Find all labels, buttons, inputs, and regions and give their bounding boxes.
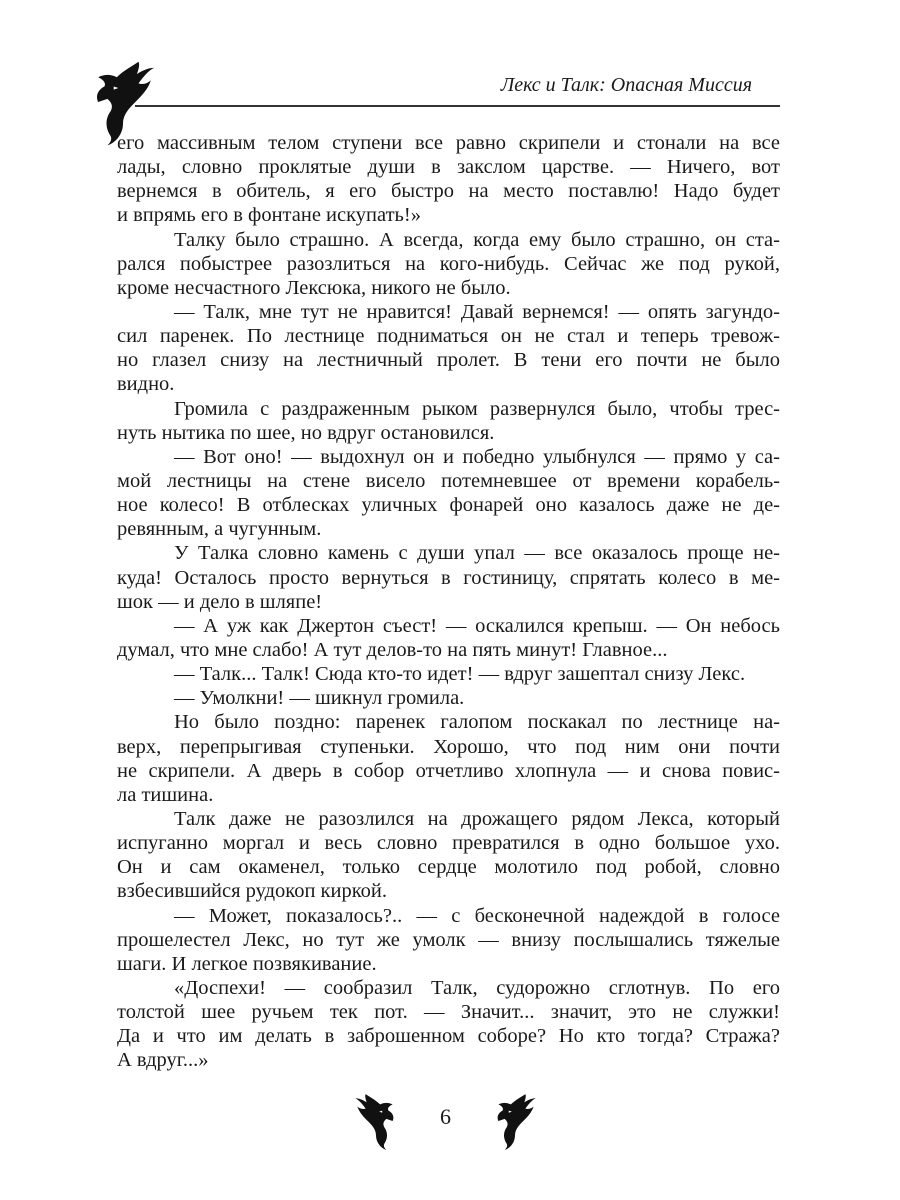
text-line: кроме несчастного Лексюка, никого не было. — [117, 276, 511, 299]
text-line: Громила с раздраженным рыком развернулся было, чтобы трес- — [174, 397, 780, 420]
body-text — [117, 131, 780, 1072]
text-line: ное колесо! В отблесках уличных фонарей оно казалось даже не де- — [117, 494, 780, 517]
text-line: — Вот оно! — выдохнул он и победно улыбнулся — прямо у са- — [174, 445, 780, 468]
text-line: испуганно моргал и весь словно превратился в одно большое ухо. — [117, 832, 780, 855]
text-line: вернемся в обитель, я его быстро на место поставлю! Надо будет — [117, 180, 780, 203]
text-line: — А уж как Джертон съест! — оскалился крепыш. — Он небось — [174, 614, 780, 637]
text-line: рался побыстрее разозлиться на кого-нибудь. Сейчас же под рукой, — [117, 252, 780, 275]
running-title: Лекс и Талк: Опасная Миссия — [500, 74, 752, 96]
paragraph — [117, 710, 780, 807]
header-rule — [135, 105, 780, 107]
paragraph — [117, 300, 780, 397]
paragraph — [117, 662, 780, 686]
paragraph — [117, 445, 780, 542]
paragraph — [117, 807, 780, 904]
text-line: «Доспехи! — сообразил Талк, судорожно сглотнув. По его — [174, 976, 780, 999]
text-line: думал, что мне слабо! А тут делов-то на пять минут! Главное... — [117, 638, 668, 661]
text-line: — Умолкни! — шикнул громила. — [174, 687, 465, 710]
text-line: лады, словно проклятые души в закслом царстве. — Ничего, вот — [117, 156, 780, 179]
text-line: куда! Осталось просто вернуться в гостиницу, спрятать колесо в ме- — [117, 566, 780, 589]
text-line: не скрипели. А дверь в собор отчетливо хлопнула — и снова повис- — [117, 759, 780, 782]
text-line: и впрямь его в фонтане искупать!» — [117, 204, 421, 227]
text-line: шаги. И легкое позвякивание. — [117, 952, 377, 975]
paragraph — [117, 131, 780, 228]
text-line: видно. — [117, 373, 175, 396]
text-line: ла тишина. — [117, 783, 214, 806]
text-line: У Талка словно камень с души упал — все оказалось проще не- — [174, 542, 780, 565]
paragraph — [117, 614, 780, 662]
paragraph — [117, 686, 780, 710]
text-line: шок — и дело в шляпе! — [117, 590, 323, 613]
text-line: мой лестницы на стене висело потемневшее от времени корабель- — [117, 469, 780, 492]
text-line: Талк даже не разозлился на дрожащего рядом Лекса, который — [174, 807, 780, 830]
text-line: — Талк, мне тут не нравится! Давай вернемся! — опять загундо- — [174, 300, 780, 323]
text-line: Талку было страшно. А всегда, когда ему было страшно, он ста- — [174, 228, 780, 251]
paragraph — [117, 976, 780, 1073]
text-line: А вдруг...» — [117, 1049, 209, 1072]
text-line: взбесившийся рудокоп киркой. — [117, 880, 388, 903]
text-line: ревянным, а чугунным. — [117, 518, 322, 541]
text-line: Он и сам окаменел, только сердце молотило под робой, словно — [117, 856, 780, 879]
text-line: прошелестел Лекс, но тут же умолк — внизу послышались тяжелые — [117, 928, 780, 951]
text-line: нуть нытика по шее, но вдруг остановился. — [117, 421, 495, 444]
text-line: Да и что им делать в заброшенном соборе? Но кто тогда? Стража? — [117, 1025, 780, 1048]
paragraph — [117, 904, 780, 976]
text-line: верх, перепрыгивая ступеньки. Хорошо, что под ним они почти — [117, 735, 780, 758]
dragon-icon — [494, 1092, 536, 1150]
text-line: — Талк... Талк! Сюда кто-то идет! — вдруг зашептал снизу Лекс. — [174, 663, 746, 686]
dragon-icon — [355, 1092, 397, 1150]
text-line: толстой шее ручьем тек пот. — Значит... значит, это не служки! — [117, 1001, 780, 1024]
paragraph — [117, 541, 780, 613]
text-line: его массивным телом ступени все равно скрипели и стонали на все — [117, 132, 780, 154]
paragraph — [117, 228, 780, 300]
page-number: 6 — [440, 1104, 451, 1129]
page-footer — [0, 1092, 900, 1152]
text-line: Но было поздно: паренек галопом поскакал по лестнице на- — [174, 711, 780, 734]
text-line: — Может, показалось?.. — с бесконечной надеждой в голосе — [174, 904, 780, 927]
paragraph — [117, 397, 780, 445]
text-line: сил паренек. По лестнице подниматься он не стал и теперь тревож- — [117, 325, 780, 348]
text-line: но глазел снизу на лестничный пролет. В тени его почти не было — [117, 349, 780, 372]
